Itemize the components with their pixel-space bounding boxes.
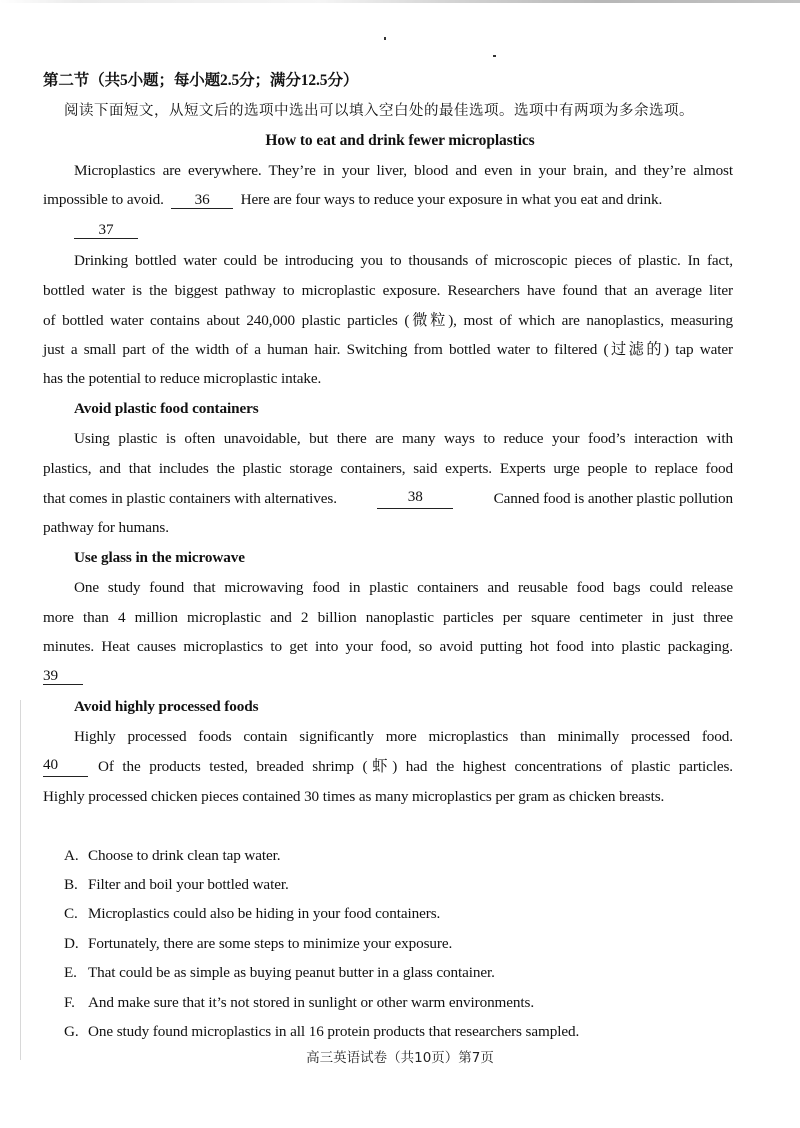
page-footer: 高三英语试卷（共10页）第7页: [306, 1050, 494, 1066]
blank-37[interactable]: 37: [74, 222, 138, 239]
option-text: Choose to drink clean tap water.: [88, 847, 281, 864]
paragraph-line: One study found that microwaving food in plastic containers and reusable food bags could release: [74, 579, 733, 596]
text: that comes in plastic containers with alternatives.: [43, 490, 337, 507]
paragraph-line: Drinking bottled water could be introducing you to thousands of microscopic pieces of plastic. In fact,: [74, 252, 733, 269]
paragraph-line: [43, 489, 733, 509]
paragraph-line: bottled water is the biggest pathway to microplastic exposure. Researchers have found that an average liter: [43, 282, 733, 299]
heading-line: [74, 220, 764, 240]
text: Here are four ways to reduce your exposure in what you eat and drink.: [240, 191, 663, 208]
blank-36[interactable]: 36: [171, 192, 233, 209]
scan-speck: [493, 55, 496, 57]
blank-40[interactable]: 40: [43, 757, 88, 777]
option-letter: G.: [64, 1023, 79, 1040]
blank-38[interactable]: 38: [377, 489, 453, 509]
scan-margin-line: [20, 700, 21, 1060]
option-c[interactable]: [64, 904, 754, 924]
text: Canned food is another plastic pollution: [493, 490, 733, 507]
option-a[interactable]: [64, 846, 754, 866]
passage-title: How to eat and drink fewer microplastics: [265, 132, 535, 149]
subheading: Use glass in the microwave: [74, 549, 245, 566]
option-text: And make sure that it’s not stored in sunlight or other warm environments.: [88, 994, 535, 1011]
paragraph-line: Using plastic is often unavoidable, but there are many ways to reduce your food’s interaction with: [74, 430, 733, 447]
paragraph-line: [43, 666, 733, 686]
scan-edge: [0, 0, 800, 3]
section-header: 第二节（共5小题；每小题2.5分；满分12.5分）: [43, 72, 359, 89]
option-letter: D.: [64, 935, 79, 952]
paragraph-line: [43, 757, 733, 777]
paragraph-line: pathway for humans.: [43, 519, 169, 536]
paragraph-line: Highly processed chicken pieces contained 30 times as many microplastics per gram as chicken breasts.: [43, 788, 665, 805]
text: impossible to avoid.: [43, 191, 164, 208]
option-f[interactable]: [64, 993, 754, 1013]
text: Of the products tested, breaded shrimp (虾) had the highest concentrations of plastic particles.: [98, 758, 733, 775]
option-text: One study found microplastics in all 16 protein products that researchers sampled.: [88, 1023, 580, 1040]
paragraph-line: [43, 190, 733, 210]
option-text: Microplastics could also be hiding in your food containers.: [88, 905, 441, 922]
paragraph-line: just a small part of the width of a human hair. Switching from bottled water to filtered (过滤的) tap water: [43, 341, 733, 358]
option-text: That could be as simple as buying peanut butter in a glass container.: [88, 964, 495, 981]
option-text: Fortunately, there are some steps to minimize your exposure.: [88, 935, 453, 952]
blank-39[interactable]: 39: [43, 668, 83, 685]
option-letter: A.: [64, 847, 79, 864]
paragraph-line: Highly processed foods contain significantly more microplastics than minimally processed food.: [74, 728, 733, 745]
paragraph-line: minutes. Heat causes microplastics to get into your food, so avoid putting hot food into plastic packaging.: [43, 638, 733, 655]
option-letter: C.: [64, 905, 78, 922]
option-letter: B.: [64, 876, 78, 893]
option-text: Filter and boil your bottled water.: [88, 876, 289, 893]
option-e[interactable]: [64, 963, 754, 983]
scan-speck: [384, 37, 386, 40]
option-letter: E.: [64, 964, 77, 981]
option-d[interactable]: [64, 934, 754, 954]
subheading: Avoid highly processed foods: [74, 698, 259, 715]
paragraph-line: of bottled water contains about 240,000 plastic particles (微粒), most of which are nanoplastics, measuring: [43, 312, 733, 329]
paragraph-line: plastics, and that includes the plastic storage containers, said experts. Experts urge people to replace food: [43, 460, 733, 477]
paragraph-line: Microplastics are everywhere. They’re in your liver, blood and even in your brain, and they’re almost: [74, 162, 733, 179]
option-b[interactable]: [64, 875, 754, 895]
option-g[interactable]: [64, 1022, 754, 1042]
subheading: Avoid plastic food containers: [74, 400, 259, 417]
paragraph-line: more than 4 million microplastic and 2 billion nanoplastic particles per square centimeter in just three: [43, 609, 733, 626]
option-letter: F.: [64, 994, 75, 1011]
instructions: 阅读下面短文，从短文后的选项中选出可以填入空白处的最佳选项。选项中有两项为多余选项。: [64, 103, 694, 119]
paragraph-line: has the potential to reduce microplastic intake.: [43, 370, 322, 387]
